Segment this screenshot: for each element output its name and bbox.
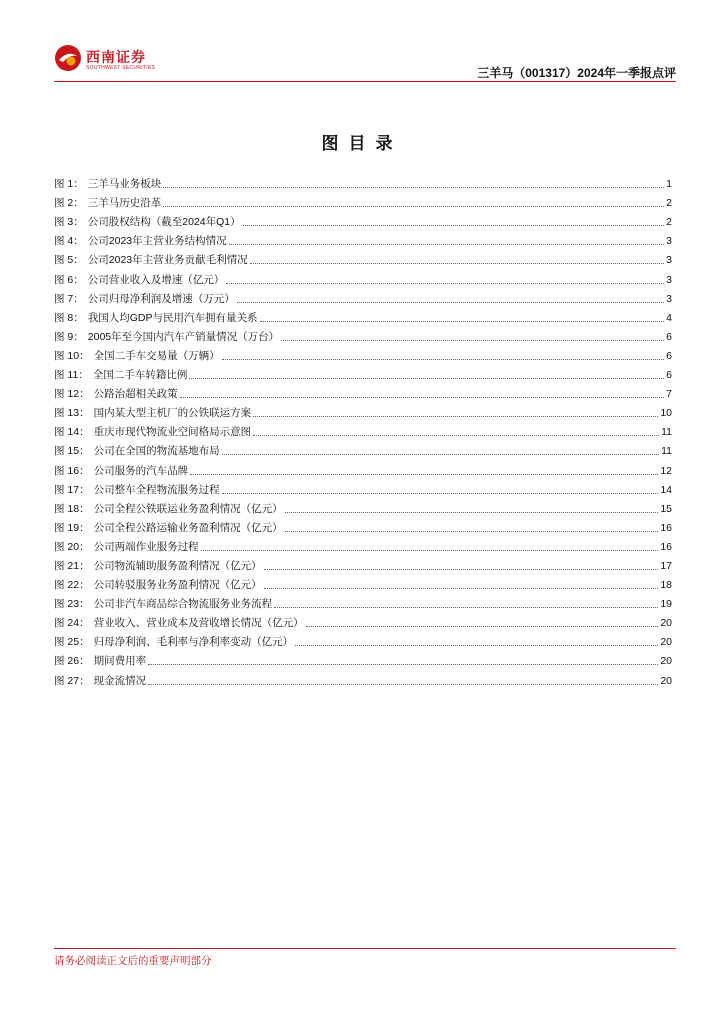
header-divider [54,81,676,82]
toc-entry-label: 图 6： [54,273,84,286]
toc-entry-text[interactable]: 公司服务的汽车品牌 [93,464,189,477]
toc-leader-dots [189,377,664,379]
toc-entry-label: 图 2： [54,197,84,210]
toc-entry-page[interactable]: 20 [660,674,672,687]
toc-entry[interactable] [54,477,672,496]
toc-entry[interactable] [54,190,672,209]
toc-entry-label: 图 10： [54,349,90,362]
toc-leader-dots [243,224,665,226]
toc-leader-dots [237,301,664,303]
toc-leader-dots [250,262,665,264]
toc-leader-dots [148,683,658,685]
toc-leader-dots [201,549,659,551]
toc-entry-page[interactable]: 18 [660,579,672,592]
toc-entry[interactable] [54,419,672,438]
toc-entry[interactable] [54,400,672,419]
toc-entry-page[interactable]: 16 [660,521,672,534]
toc-entry[interactable] [54,362,672,381]
toc-entry-label: 图 18： [54,502,90,515]
toc-entry-page[interactable]: 12 [660,464,672,477]
toc-leader-dots [163,205,664,207]
toc-leader-dots [148,663,658,665]
toc-entry[interactable] [54,667,672,686]
toc-leader-dots [295,644,658,646]
toc-entry-page[interactable]: 1 [666,178,672,191]
toc-entry-label: 图 16： [54,464,90,477]
toc-entry-label: 图 11： [54,369,89,382]
toc-leader-dots [264,568,659,570]
toc-entry[interactable] [54,343,672,362]
toc-entry-text[interactable]: 全国二手车转籍比例 [92,369,188,382]
toc-leader-dots [306,625,659,627]
toc-entry-text[interactable]: 公司两端作业服务过程 [93,540,199,553]
page-title: 图目录 [321,134,403,153]
toc-leader-dots [222,453,659,455]
toc-leader-dots [163,186,664,188]
toc-entry-label: 图 5： [54,254,84,267]
toc-entry-text[interactable]: 2005年至今国内汽车产销量情况（万台） [87,330,280,343]
toc-entry-text[interactable]: 国内某大型主机厂的公铁联运方案 [93,407,252,420]
toc-entry-text[interactable]: 归母净利润、毛利率与净利率变动（亿元） [93,636,294,649]
toc-entry-text[interactable]: 公司非汽车商品综合物流服务业务流程 [93,598,273,611]
toc-entry[interactable] [54,610,672,629]
company-logo [54,44,174,76]
toc-entry[interactable] [54,438,672,457]
toc-entry-text[interactable]: 公司归母净利润及增速（万元） [87,292,235,305]
page-header [54,44,676,80]
toc-entry[interactable] [54,247,672,266]
toc-entry-label: 图 26： [54,655,90,668]
toc-entry-text[interactable]: 公司营业收入及增速（亿元） [87,273,225,286]
toc-entry[interactable] [54,305,672,324]
toc-entry[interactable] [54,457,672,476]
logo-mark-icon [54,44,82,72]
toc-entry-text[interactable]: 全国二手车交易量（万辆） [93,349,220,362]
toc-entry[interactable] [54,171,672,190]
toc-entry-text[interactable]: 营业收入、营业成本及营收增长情况（亿元） [93,617,304,630]
toc-leader-dots [253,415,658,417]
toc-entry-label: 图 19： [54,521,90,534]
toc-leader-dots [264,587,659,589]
toc-entry-text[interactable]: 公司在全国的物流基地布局 [93,445,220,458]
toc-entry-label: 图 24： [54,617,90,630]
toc-entry[interactable] [54,228,672,247]
toc-entry-label: 图 25： [54,636,90,649]
toc-leader-dots [285,511,659,513]
toc-entry[interactable] [54,553,672,572]
report-title: 三羊马（001317）2024年一季报点评 [477,66,676,80]
toc-entry-label: 图 27： [54,674,90,687]
toc-entry-text[interactable]: 公司全程公路运输业务盈利情况（亿元） [93,521,283,534]
toc-leader-dots [222,492,659,494]
toc-entry-page[interactable]: 2 [666,216,672,229]
toc-entry-text[interactable]: 公司转驳服务业务盈利情况（亿元） [93,579,262,592]
toc-entry-label: 图 20： [54,540,90,553]
toc-entry-text[interactable]: 重庆市现代物流业空间格局示意图 [93,426,252,439]
toc-entry[interactable] [54,534,672,553]
toc-entry-page[interactable]: 6 [666,349,672,362]
toc-entry-label: 图 12： [54,388,90,401]
toc-entry-label: 图 3： [54,216,84,229]
toc-entry-label: 图 22： [54,579,90,592]
toc-entry[interactable] [54,648,672,667]
toc-entry-page[interactable]: 3 [666,292,672,305]
toc-entry-page[interactable]: 15 [660,502,672,515]
footer-disclaimer: 请务必阅读正文后的重要声明部分 [54,955,212,967]
toc-entry-page[interactable]: 16 [660,540,672,553]
toc-entry-page[interactable]: 17 [660,559,672,572]
toc-entry[interactable] [54,266,672,285]
toc-entry-text[interactable]: 公司2023年主营业务结构情况 [87,235,227,248]
toc-entry-page[interactable]: 4 [666,311,672,324]
toc-leader-dots [180,396,665,398]
toc-entry-label: 图 13： [54,407,90,420]
toc-entry[interactable] [54,629,672,648]
toc-entry-label: 图 8： [54,311,84,324]
logo-chinese-name: 西南证券 [86,50,146,66]
toc-entry-page[interactable]: 2 [666,197,672,210]
toc-entry-page[interactable]: 7 [666,388,672,401]
toc-entry-text[interactable]: 公司物流辅助服务盈利情况（亿元） [93,559,262,572]
toc-entry-page[interactable]: 3 [666,235,672,248]
toc-leader-dots [190,473,658,475]
toc-leader-dots [222,358,665,360]
table-of-figures [54,171,672,687]
toc-leader-dots [226,282,664,284]
toc-entry-label: 图 7： [54,292,84,305]
toc-entry[interactable] [54,324,672,343]
toc-entry-page[interactable]: 6 [666,369,672,382]
toc-entry-label: 图 9： [54,330,84,343]
toc-entry-page[interactable]: 19 [660,598,672,611]
toc-entry-page[interactable]: 20 [660,636,672,649]
toc-entry-text[interactable]: 我国人均GDP与民用汽车拥有量关系 [87,311,258,324]
toc-entry-page[interactable]: 3 [666,273,672,286]
toc-entry-page[interactable]: 11 [661,426,672,439]
toc-entry-label: 图 14： [54,426,90,439]
toc-entry-page[interactable]: 11 [661,445,672,458]
toc-leader-dots [229,243,665,245]
toc-entry-text[interactable]: 公司整车全程物流服务过程 [93,483,220,496]
toc-leader-dots [253,434,659,436]
toc-entry-page[interactable]: 20 [660,655,672,668]
toc-entry-page[interactable]: 10 [660,407,672,420]
toc-entry[interactable] [54,496,672,515]
toc-entry-text[interactable]: 公司2023年主营业务贡献毛利情况 [87,254,248,267]
toc-entry-page[interactable]: 3 [666,254,672,267]
toc-entry-text[interactable]: 三羊马历史沿革 [87,197,162,210]
logo-english-name: SOUTHWEST SECURITIES [86,65,156,71]
toc-entry-label: 图 4： [54,235,84,248]
toc-entry[interactable] [54,381,672,400]
toc-entry-page[interactable]: 20 [660,617,672,630]
toc-entry-text[interactable]: 期间费用率 [93,655,147,668]
toc-entry-text[interactable]: 公路治超相关政策 [93,388,178,401]
toc-entry-text[interactable]: 现金流情况 [93,674,147,687]
toc-entry-label: 图 23： [54,598,90,611]
footer-divider [54,948,676,949]
toc-entry-page[interactable]: 6 [666,330,672,343]
toc-leader-dots [260,320,665,322]
toc-leader-dots [274,606,658,608]
toc-entry-text[interactable]: 三羊马业务板块 [87,178,162,191]
toc-entry[interactable] [54,209,672,228]
toc-leader-dots [281,339,664,341]
toc-entry-label: 图 21： [54,559,90,572]
toc-entry-page[interactable]: 14 [660,483,672,496]
toc-entry-text[interactable]: 公司全程公铁联运业务盈利情况（亿元） [93,502,283,515]
toc-entry-label: 图 1： [54,178,84,191]
toc-leader-dots [285,530,659,532]
toc-entry-label: 图 17： [54,483,90,496]
toc-entry-label: 图 15： [54,445,90,458]
toc-entry[interactable] [54,572,672,591]
toc-entry[interactable] [54,286,672,305]
toc-entry[interactable] [54,591,672,610]
toc-entry-text[interactable]: 公司股权结构（截至2024年Q1） [87,216,241,229]
toc-entry[interactable] [54,515,672,534]
